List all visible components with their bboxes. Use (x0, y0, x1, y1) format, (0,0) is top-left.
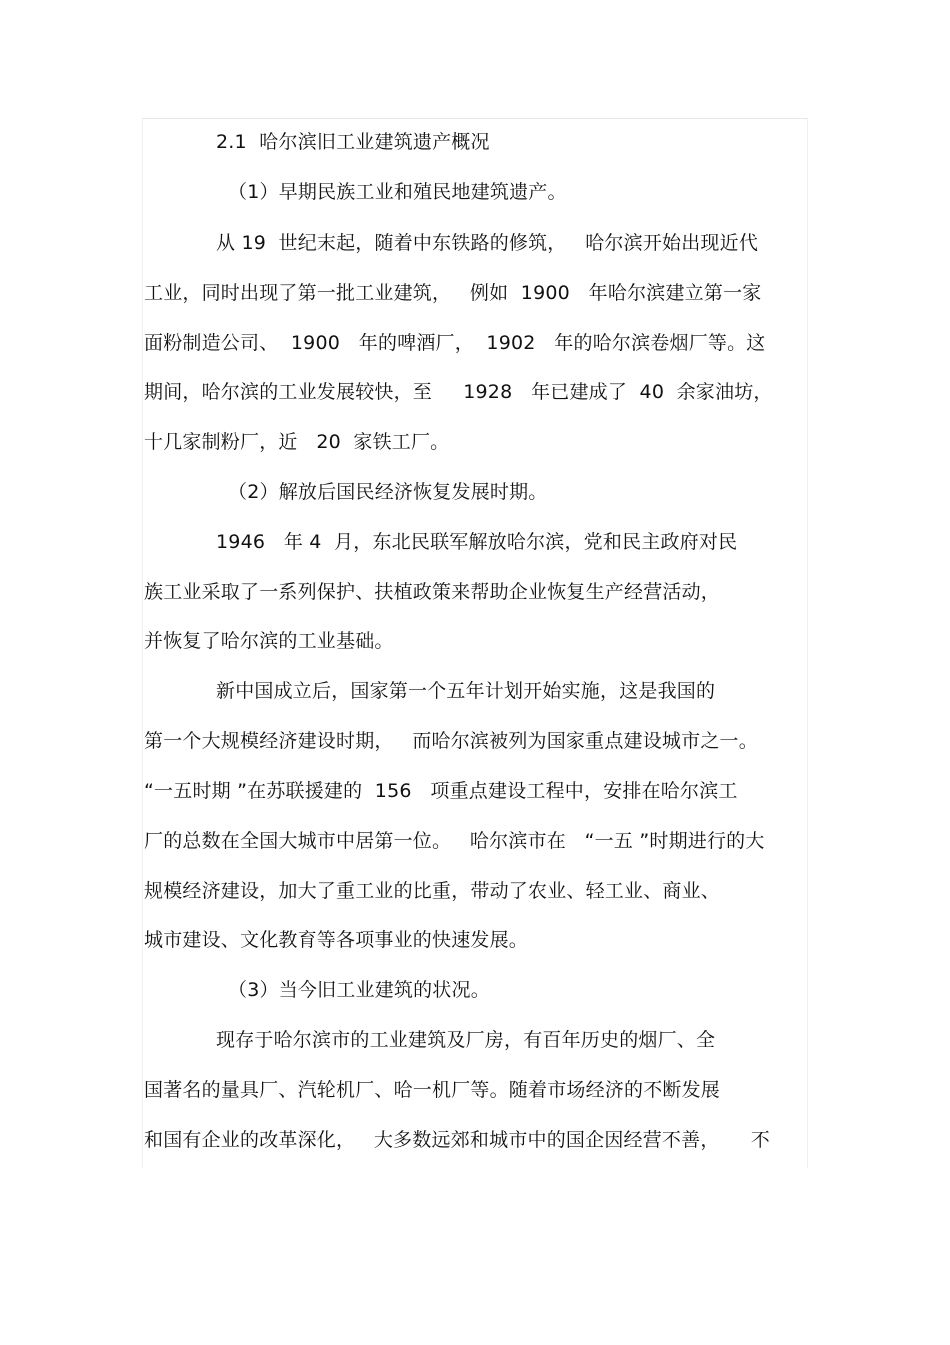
paragraph-line: 十几家制粉厂，近 20 家铁工厂。 (144, 431, 450, 453)
paragraph-line: 1946 年 4 月，东北民联军解放哈尔滨，党和民主政府对民 (216, 531, 738, 553)
paragraph-line: 族工业采取了一系列保护、扶植政策来帮助企业恢复生产经营活动， (144, 581, 721, 603)
section-title: 2.1 哈尔滨旧工业建筑遗产概况 (216, 131, 490, 153)
paragraph-line: 厂的总数在全国大城市中居第一位。 哈尔滨市在 “一五 ”时期进行的大 (144, 830, 765, 852)
paragraph-line: 第一个大规模经济建设时期， 而哈尔滨被列为国家重点建设城市之一。 (144, 730, 758, 752)
subheading-post-liberation: （2）解放后国民经济恢复发展时期。 (228, 481, 548, 503)
paragraph-line: 并恢复了哈尔滨的工业基础。 (144, 630, 394, 652)
paragraph-line: 国著名的量具厂、汽轮机厂、哈一机厂等。随着市场经济的不断发展 (144, 1079, 721, 1101)
paragraph-line: 现存于哈尔滨市的工业建筑及厂房，有百年历史的烟厂、全 (216, 1029, 716, 1051)
paragraph-line: 新中国成立后，国家第一个五年计划开始实施，这是我国的 (216, 680, 716, 702)
paragraph-line: 规模经济建设，加大了重工业的比重，带动了农业、轻工业、商业、 (144, 880, 721, 902)
paragraph-line: 面粉制造公司、 1900 年的啤酒厂， 1902 年的哈尔滨卷烟厂等。这 (144, 332, 766, 354)
paragraph-line: 工业，同时出现了第一批工业建筑， 例如 1900 年哈尔滨建立第一家 (144, 282, 762, 304)
paragraph-line: “一五时期 ”在苏联援建的 156 项重点建设工程中，安排在哈尔滨工 (144, 780, 738, 802)
paragraph-line: 和国有企业的改革深化， 大多数远郊和城市中的国企因经营不善， 不 (144, 1129, 770, 1151)
subheading-early-industry: （1）早期民族工业和殖民地建筑遗产。 (228, 181, 567, 203)
paragraph-line: 城市建设、文化教育等各项事业的快速发展。 (144, 929, 529, 951)
subheading-current-status: （3）当今旧工业建筑的状况。 (228, 979, 490, 1001)
paragraph-line: 期间，哈尔滨的工业发展较快，至 1928 年已建成了 40 余家油坊， (144, 381, 773, 403)
paragraph-line: 从 19 世纪末起，随着中东铁路的修筑， 哈尔滨开始出现近代 (216, 232, 759, 254)
